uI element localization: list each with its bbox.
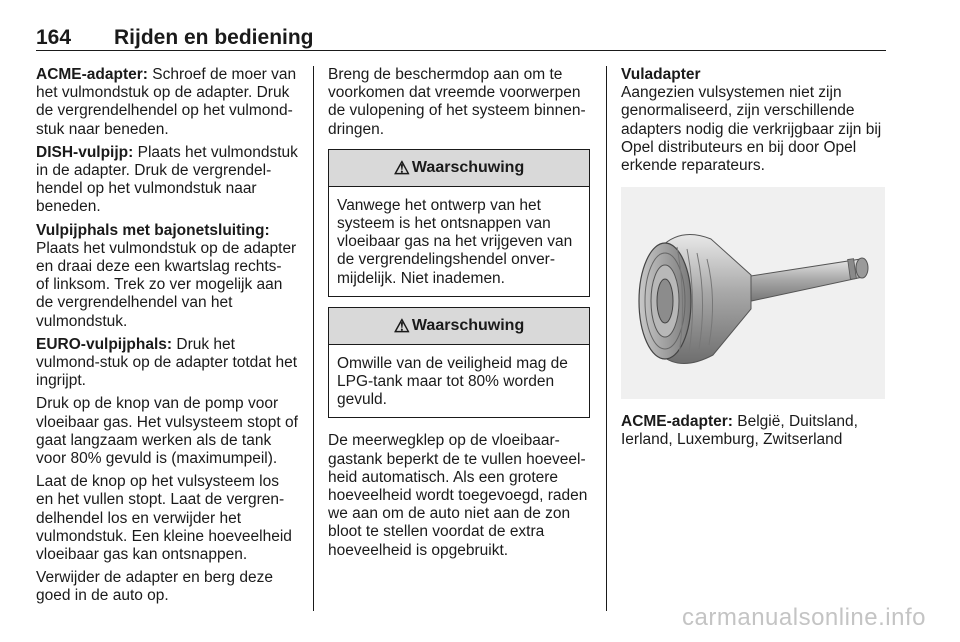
header-rule (36, 50, 886, 51)
warning-triangle-icon: ⚠ (393, 315, 410, 336)
paragraph: Druk op de knop van de pomp voor vloeibaar gas. Het vulsysteem stopt of gaat langzaam werken als de tank voor 80% gevuld is (maximumpeil). (36, 395, 298, 468)
intro-paragraph: Aangezien vulsystemen niet zijn genormaliseerd, zijn verschillende adapters nodig die verkrijgbaar zijn bij Opel distributeurs en bij door Opel erkende reparateurs. (621, 84, 882, 175)
watermark: carmanualsonline.info (682, 604, 926, 631)
warning-title: Waarschuwing (411, 158, 525, 176)
warning-title: Waarschuwing (411, 316, 525, 334)
paragraph: Vulpijphals met bajonetsluiting: Plaats het vulmondstuk op de adapter en draai deze een kwartslag rechts- of linksom. Trek zo ver mogelijk aan de vergrendelhendel van het vulmondstuk. (36, 221, 297, 330)
column-2 (328, 66, 590, 565)
column-1 (36, 66, 298, 611)
warning-box (328, 149, 590, 297)
page-header (36, 26, 886, 50)
paragraph: Laat de knop op het vulsysteem los en het vullen stopt. Laat de vergren-delhendel los en verwijder het vulmondstuk. Een kleine hoeveelheid vloeibaar gas kan ontsnappen. (36, 473, 292, 564)
warning-box (328, 307, 590, 419)
warning-triangle-icon: ⚠ (393, 157, 410, 178)
column-divider (313, 66, 314, 611)
warning-header (329, 150, 589, 187)
warning-header (329, 308, 589, 345)
paragraph: EURO-vulpijphals: Druk het vulmond-stuk op de adapter totdat het ingrijpt. (36, 335, 298, 390)
figure-caption: ACME-adapter: België, Duitsland, Ierland, Luxemburg, Zwitserland (621, 413, 858, 449)
acme-adapter-illustration (621, 187, 885, 399)
outro-paragraph: De meerwegklep op de vloeibaar-gastank beperkt de te vullen hoeveel-heid automatisch. Als een grotere hoeveelheid wordt toegevoegd, raden we aan om de auto niet aan de zon bloot te stellen voordat de extra hoeveelheid is opgebruikt. (328, 432, 588, 559)
warning-body: Vanwege het ontwerp van het systeem is het ontsnappen van vloeibaar gas na het vrijgeven van de vergrendelingshendel onver-mijdelijk. Niet inademen. (337, 196, 573, 287)
warning-body: Omwille van de veiligheid mag de LPG-tank maar tot 80% worden gevuld. (337, 354, 568, 409)
column-divider (606, 66, 607, 611)
paragraph: ACME-adapter: Schroef de moer van het vulmondstuk op de adapter. Druk de vergrendelhendel op het vulmond-stuk naar beneden. (36, 66, 297, 138)
page-number: 164 (36, 26, 72, 49)
paragraph: Verwijder de adapter en berg deze goed in de auto op. (36, 569, 273, 605)
section-title: Rijden en bediening (114, 26, 314, 49)
column-3 (621, 66, 885, 455)
paragraph: DISH-vulpijp: Plaats het vulmondstuk in de adapter. Druk de vergrendel-hendel op het vulmondstuk naar beneden. (36, 143, 298, 216)
subsection-heading: Vuladapter (621, 66, 701, 83)
intro-paragraph: Breng de beschermdop aan om te voorkomen dat vreemde voorwerpen de vulopening of het systeem binnen-dringen. (328, 66, 586, 138)
